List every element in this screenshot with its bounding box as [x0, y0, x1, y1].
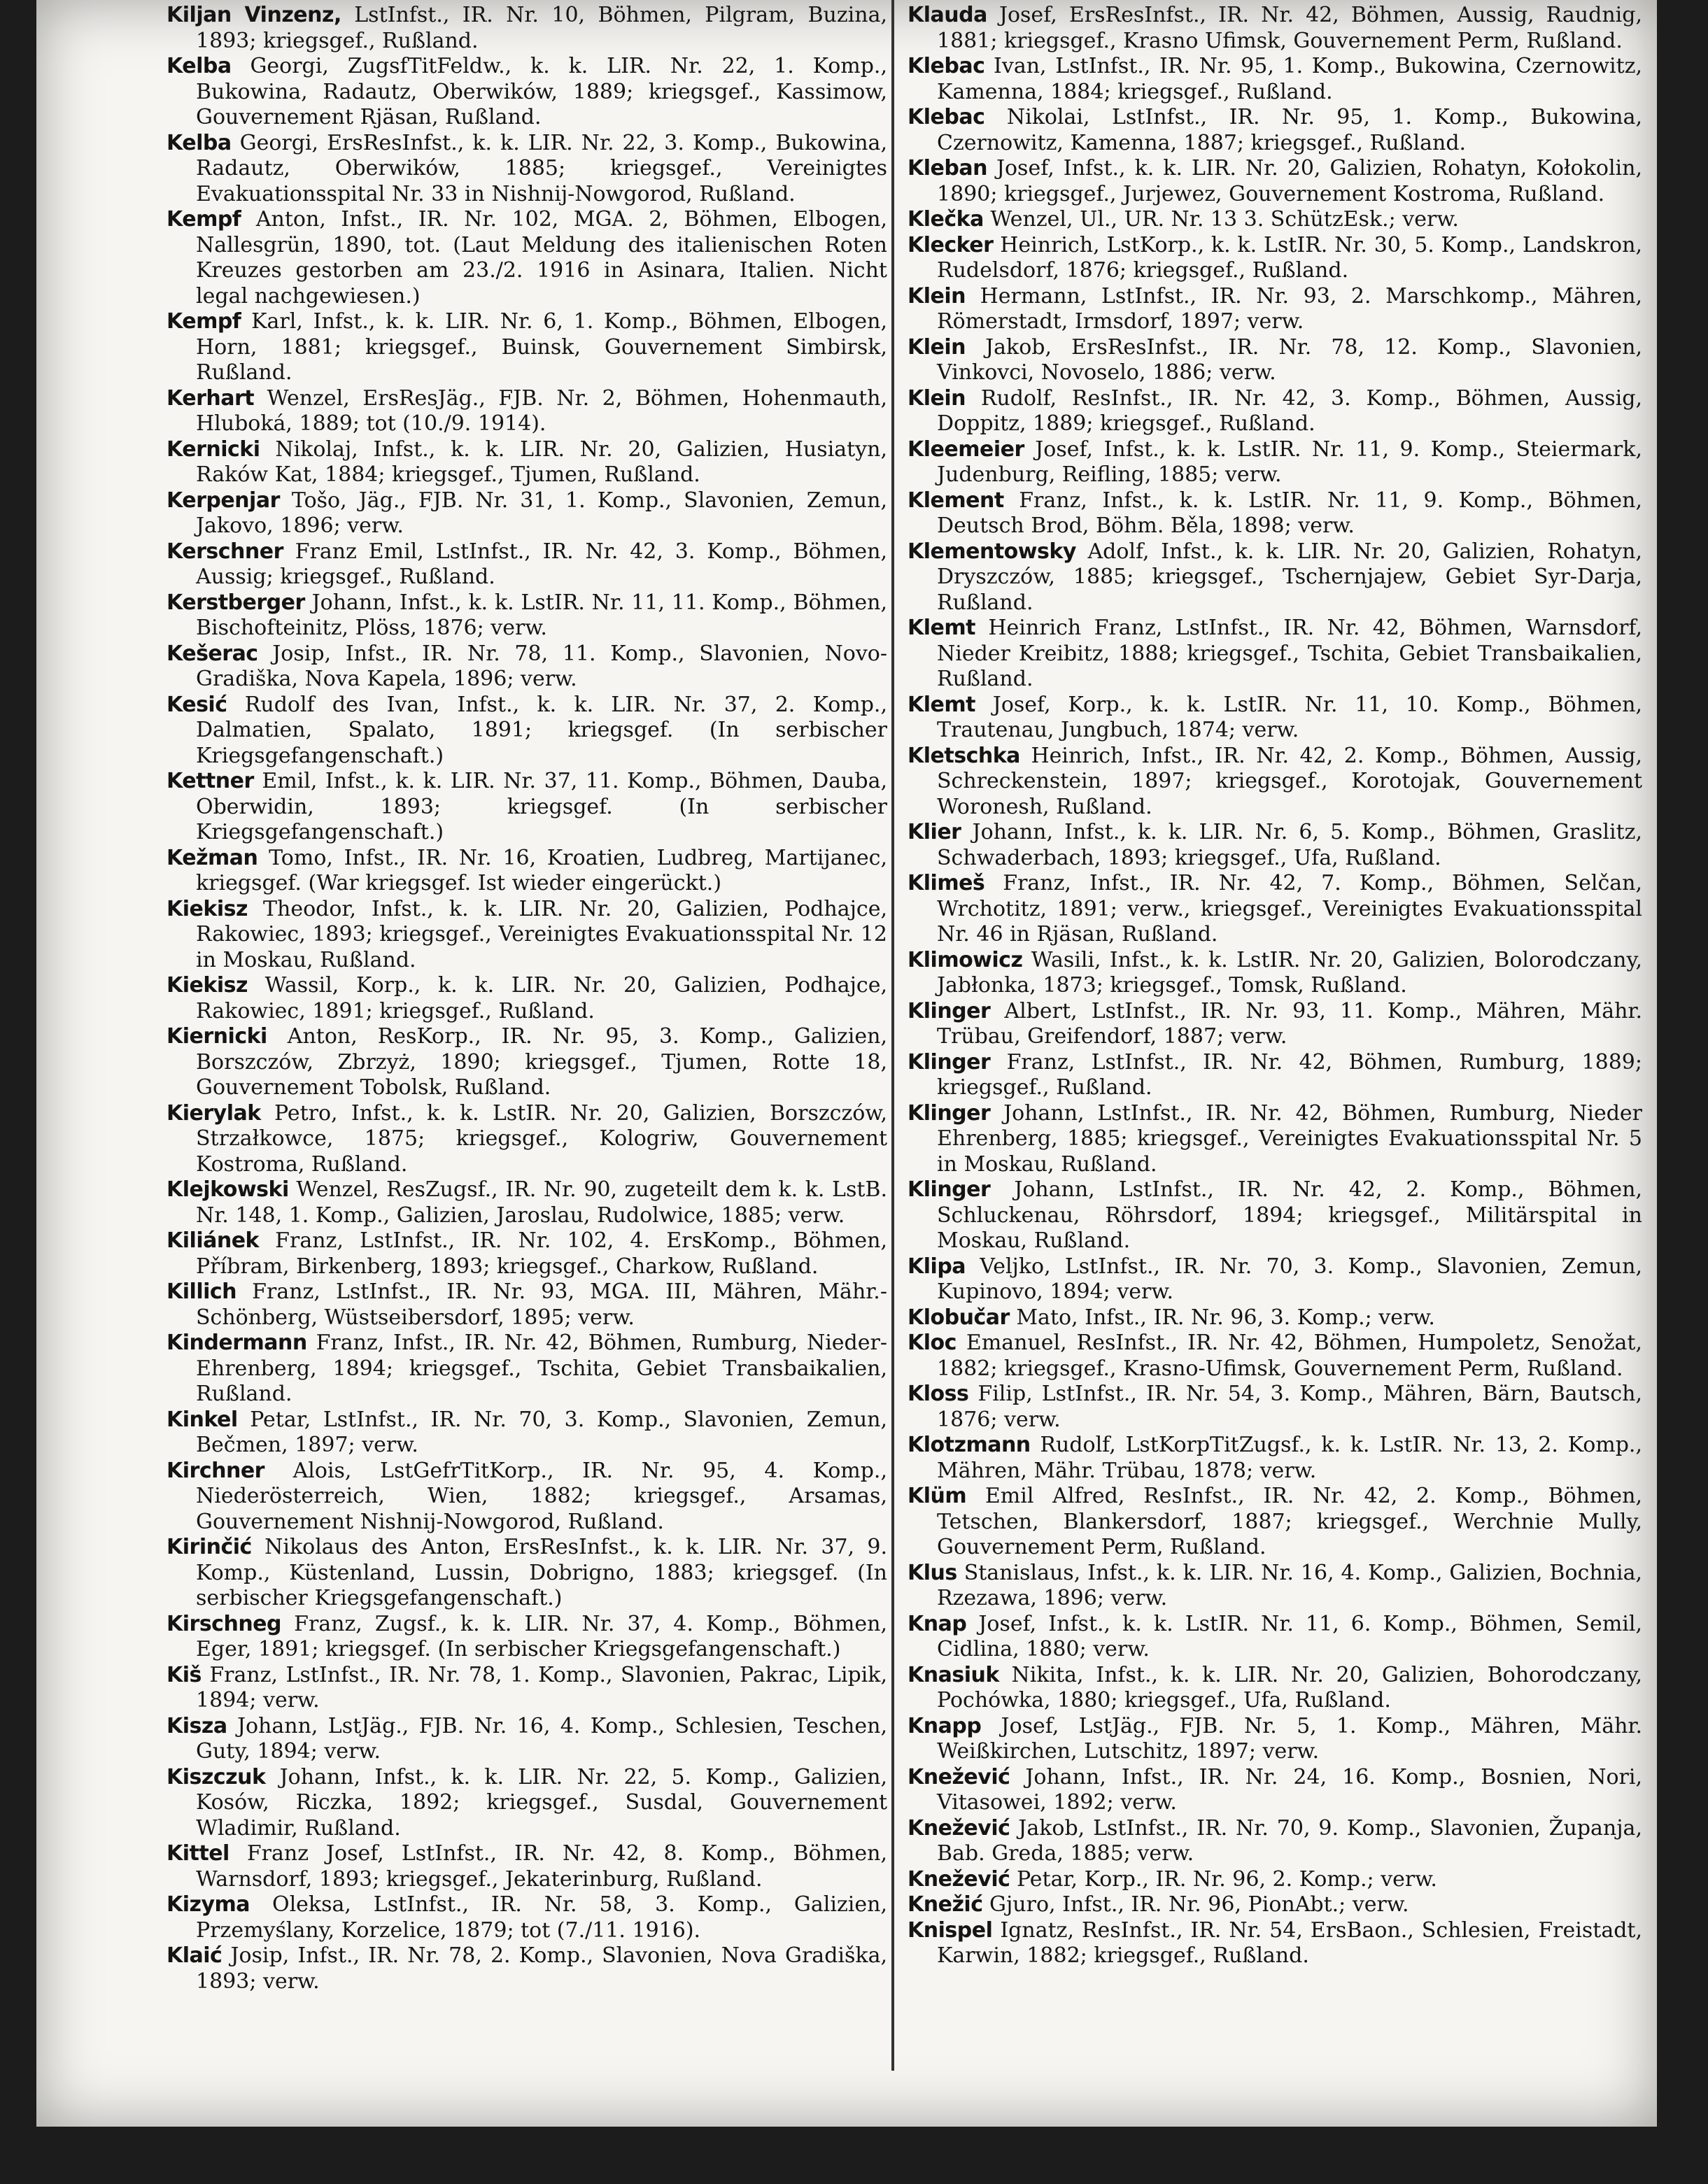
register-entry — [167, 769, 887, 846]
entry-surname: Kempf — [167, 207, 241, 232]
register-entry — [167, 846, 887, 897]
entry-surname: Kerschner — [167, 539, 283, 564]
entry-surname: Klaić — [167, 1943, 223, 1968]
entry-surname: Kizyma — [167, 1892, 250, 1917]
entry-details: Jakob, LstInfst., IR. Nr. 70, 9. Komp., Slavonien, Županja, Bab. Greda, 1885; verw. — [937, 1815, 1642, 1866]
entry-details: Franz, Infst., k. k. LstIR. Nr. 11, 9. Komp., Böhmen, Deutsch Brod, Böhm. Běla, 1898; verw. — [937, 488, 1642, 538]
register-entry — [167, 1177, 887, 1228]
entry-details: Albert, LstInfst., IR. Nr. 93, 11. Komp., Mähren, Mähr. Trübau, Greifendorf, 1887; verw. — [937, 998, 1642, 1049]
entry-surname: Knežević — [908, 1764, 1010, 1789]
entry-details: Josip, Infst., IR. Nr. 78, 11. Komp., Slavonien, Novo-Gradiška, Nova Kapela, 1896; verw. — [196, 641, 887, 691]
entry-details: Wasili, Infst., k. k. LstIR. Nr. 20, Galizien, Bolorodczany, Jabłonka, 1873; kriegsgef., Tomsk, Rußland. — [937, 947, 1642, 998]
register-entry — [908, 1050, 1642, 1101]
entry-details: Emil Alfred, ResInfst., IR. Nr. 42, 2. Komp., Böhmen, Tetschen, Blankersdorf, 1887; kriegsgef., Werchnie Mully, Gouvernement Perm, Rußland. — [937, 1484, 1642, 1559]
entry-details: Heinrich, Infst., IR. Nr. 42, 2. Komp., Böhmen, Aussig, Schreckenstein, 1897; kriegsgef., Korotojak, Gouvernement Woronesh, Rußland. — [937, 743, 1642, 819]
entry-details: Rudolf des Ivan, Infst., k. k. LIR. Nr. 37, 2. Komp., Dalmatien, Spalato, 1891; kriegsgef. (In serbischer Kriegsgefangenschaft.) — [196, 692, 887, 768]
entry-surname: Klebac — [908, 105, 985, 129]
register-entry — [908, 999, 1642, 1050]
entry-surname: Knasiuk — [908, 1662, 999, 1687]
register-entry — [167, 1535, 887, 1612]
entry-surname: Kisza — [167, 1713, 227, 1738]
register-entry — [167, 1714, 887, 1765]
entry-surname: Kesić — [167, 692, 227, 717]
register-entry — [908, 693, 1642, 744]
register-entry — [167, 1279, 887, 1331]
entry-details: Josef, Infst., k. k. LIR. Nr. 20, Galizien, Rohatyn, Kołokolin, 1890; kriegsgef., Jurjewez, Gouvernement Kostroma, Rußland. — [937, 156, 1642, 206]
entry-surname: Knežević — [908, 1866, 1010, 1892]
entry-details: Stanislaus, Infst., k. k. LIR. Nr. 16, 4. Komp., Galizien, Bochnia, Rzezawa, 1896; verw. — [937, 1560, 1642, 1610]
entry-details: Franz, LstInfst., IR. Nr. 78, 1. Komp., Slavonien, Pakrac, Lipik, 1894; verw. — [196, 1662, 887, 1713]
entry-surname: Kiljan Vinzenz, — [167, 3, 341, 27]
register-entry — [908, 539, 1642, 616]
entry-surname: Kežman — [167, 845, 258, 870]
register-entry — [167, 1663, 887, 1714]
entry-details: Rudolf, ResInfst., IR. Nr. 42, 3. Komp., Böhmen, Aussig, Doppitz, 1889; kriegsgef., Rußland. — [937, 385, 1642, 436]
register-entry — [908, 1867, 1642, 1893]
column-divider — [891, 0, 894, 2071]
entry-surname: Klotzmann — [908, 1433, 1031, 1457]
register-entry — [167, 309, 887, 386]
entry-details: LstInfst., IR. Nr. 10, Böhmen, Pilgram, Buzina, 1893; kriegsgef., Rußland. — [196, 3, 887, 53]
entry-surname: Kirschneg — [167, 1611, 282, 1636]
entry-surname: Klinger — [908, 1049, 991, 1075]
entry-surname: Klimeš — [908, 871, 985, 895]
register-entry — [908, 3, 1642, 54]
entry-surname: Klobučar — [908, 1305, 1010, 1330]
entry-details: Nikita, Infst., k. k. LIR. Nr. 20, Galizien, Bohorodczany, Pochówka, 1880; kriegsgef., Ufa, Rußland. — [937, 1662, 1642, 1713]
entry-details: Ivan, LstInfst., IR. Nr. 95, 1. Komp., Bukowina, Czernowitz, Kamenna, 1884; kriegsgef., Rußland. — [937, 54, 1642, 104]
entry-surname: Kiszczuk — [167, 1764, 266, 1789]
entry-details: Anton, Infst., IR. Nr. 102, MGA. 2, Böhmen, Elbogen, Nallesgrün, 1890, tot. (Laut Meldung des italienischen Roten Kreuzes gestorben am 23./2. 1916 in Asinara, Italien. Nicht legal nachgewiesen.) — [196, 207, 887, 309]
register-entry — [908, 1305, 1642, 1331]
entry-details: Franz, LstInfst., IR. Nr. 93, MGA. III, Mähren, Mähr.-Schönberg, Wüstseibersdorf, 1895; verw. — [196, 1279, 887, 1330]
entry-details: Johann, LstJäg., FJB. Nr. 16, 4. Komp., Schlesien, Teschen, Guty, 1894; verw. — [196, 1713, 887, 1764]
entry-surname: Kempf — [167, 309, 241, 334]
entry-details: Johann, LstInfst., IR. Nr. 42, 2. Komp., Böhmen, Schluckenau, Röhrsdorf, 1894; kriegsgef., Militärspital in Moskau, Rußland. — [937, 1177, 1642, 1253]
entry-surname: Klier — [908, 820, 961, 844]
register-entry — [167, 1228, 887, 1279]
entry-surname: Kiš — [167, 1662, 202, 1687]
entry-details: Wenzel, Ul., UR. Nr. 13 3. SchützEsk.; verw. — [990, 207, 1459, 232]
entry-details: Petar, Korp., IR. Nr. 96, 2. Komp.; verw. — [1016, 1866, 1437, 1892]
register-entry — [908, 437, 1642, 488]
entry-details: Georgi, ZugsfTitFeldw., k. k. LIR. Nr. 22, 1. Komp., Bukowina, Radautz, Oberwików, 1889; kriegsgef., Kassimow, Gouvernement Rjäsan, Rußland. — [196, 54, 887, 129]
entry-details: Ignatz, ResInfst., IR. Nr. 54, ErsBaon., Schlesien, Freistadt, Karwin, 1882; kriegsgef., Rußland. — [937, 1917, 1643, 1968]
register-entry — [167, 1459, 887, 1536]
register-entry — [908, 54, 1642, 105]
register-entry — [908, 1918, 1642, 1969]
register-entry — [908, 948, 1642, 999]
register-entry — [908, 488, 1642, 539]
register-entry — [908, 1382, 1642, 1433]
register-entry — [167, 386, 887, 437]
entry-surname: Kindermann — [167, 1331, 307, 1355]
register-entry — [908, 1892, 1642, 1918]
entry-surname: Kirchner — [167, 1458, 264, 1483]
register-entry — [908, 284, 1642, 335]
entry-details: Georgi, ErsResInfst., k. k. LIR. Nr. 22, 3. Komp., Bukowina, Radautz, Oberwików, 1885; kriegsgef., Vereinigtes Evakuationsspital Nr. 33 in Nishnij-Nowgorod, Rußland. — [196, 130, 887, 206]
register-entry — [908, 1177, 1642, 1254]
entry-surname: Kittel — [167, 1841, 230, 1866]
entry-surname: Knapp — [908, 1713, 982, 1738]
entry-details: Franz, Infst., IR. Nr. 42, Böhmen, Rumburg, Nieder-Ehrenberg, 1894; kriegsgef., Tschita, Gebiet Transbaikalien, Rußland. — [196, 1331, 887, 1406]
entry-surname: Klimowicz — [908, 947, 1023, 972]
entry-details: Oleksa, LstInfst., IR. Nr. 58, 3. Komp., Galizien, Przemyślany, Korzelice, 1879; tot (7./11. 1916). — [196, 1892, 887, 1943]
entry-details: Emanuel, ResInfst., IR. Nr. 42, Böhmen, Humpoletz, Senožat, 1882; kriegsgef., Krasno-Ufimsk, Gouvernement Perm, Rußland. — [937, 1331, 1642, 1381]
register-entry — [908, 871, 1642, 948]
register-entry — [908, 820, 1642, 871]
entry-surname: Kloss — [908, 1382, 969, 1406]
entry-details: Wenzel, ResZugsf., IR. Nr. 90, zugeteilt dem k. k. LstB. Nr. 148, 1. Komp., Galizien, Jaroslau, Rudolwice, 1885; verw. — [196, 1177, 887, 1228]
entry-details: Johann, Infst., IR. Nr. 24, 16. Komp., Bosnien, Nori, Vitasowei, 1892; verw. — [937, 1764, 1642, 1815]
entry-surname: Kinkel — [167, 1407, 238, 1432]
entry-surname: Klemt — [908, 616, 975, 640]
register-entry — [908, 233, 1642, 284]
entry-details: Rudolf, LstKorpTitZugsf., k. k. LstIR. Nr. 13, 2. Komp., Mähren, Mähr. Trübau, 1878; verw. — [937, 1433, 1642, 1483]
entry-surname: Kierylak — [167, 1100, 261, 1126]
entry-surname: Kerpenjar — [167, 488, 280, 513]
entry-details: Veljko, LstInfst., IR. Nr. 70, 3. Komp., Slavonien, Zemun, Kupinovo, 1894; verw. — [937, 1254, 1642, 1304]
entry-surname: Klebac — [908, 54, 985, 78]
entry-surname: Knežić — [908, 1892, 983, 1917]
entry-surname: Kernicki — [167, 437, 260, 462]
register-entry — [908, 616, 1642, 693]
entry-details: Petro, Infst., k. k. LstIR. Nr. 20, Galizien, Borszczów, Strzałkowce, 1875; kriegsgef., Kologriw, Gouvernement Kostroma, Rußland. — [196, 1100, 887, 1177]
entry-details: Franz, LstInfst., IR. Nr. 102, 4. ErsKomp., Böhmen, Příbram, Birkenberg, 1893; kriegsgef., Charkow, Rußland. — [196, 1228, 887, 1279]
register-entry — [167, 1892, 887, 1943]
register-entry — [167, 973, 887, 1024]
entry-details: Franz Josef, LstInfst., IR. Nr. 42, 8. Komp., Böhmen, Warnsdorf, 1893; kriegsgef., Jekaterinburg, Rußland. — [196, 1841, 887, 1892]
entry-surname: Klinger — [908, 1177, 991, 1202]
register-entry — [167, 54, 887, 131]
entry-details: Nikolaus des Anton, ErsResInfst., k. k. LIR. Nr. 37, 9. Komp., Küstenland, Lussin, Dobrigno, 1883; kriegsgef. (In serbischer Kriegsgefangenschaft.) — [196, 1535, 887, 1610]
register-entry — [908, 1663, 1642, 1714]
entry-surname: Kettner — [167, 769, 254, 793]
register-entry — [908, 1816, 1642, 1867]
entry-surname: Klinger — [908, 998, 991, 1023]
entry-details: Franz, LstInfst., IR. Nr. 42, Böhmen, Rumburg, 1889; kriegsgef., Rußland. — [937, 1049, 1642, 1100]
register-entry — [167, 3, 887, 54]
register-entry — [167, 1612, 887, 1663]
register-entry — [167, 641, 887, 693]
entry-surname: Klejkowski — [167, 1177, 289, 1202]
entry-details: Franz, Zugsf., k. k. LIR. Nr. 37, 4. Komp., Böhmen, Eger, 1891; kriegsgef. (In serbischer Kriegsgefangenschaft.) — [196, 1611, 887, 1661]
entry-surname: Klus — [908, 1560, 957, 1585]
entry-surname: Kešerac — [167, 641, 258, 666]
register-entry — [908, 1101, 1642, 1178]
entry-details: Tomo, Infst., IR. Nr. 16, Kroatien, Ludbreg, Martijanec, kriegsgef. (War kriegsgef. Ist wieder eingerückt.) — [196, 845, 887, 895]
entry-surname: Klečka — [908, 207, 984, 232]
entry-details: Theodor, Infst., k. k. LIR. Nr. 20, Galizien, Podhajce, Rakowiec, 1893; kriegsgef., Vereinigtes Evakuationsspital Nr. 12 in Moskau, Rußland. — [196, 896, 887, 972]
register-entry — [167, 488, 887, 539]
entry-surname: Klipa — [908, 1254, 966, 1279]
entry-surname: Klein — [908, 385, 966, 411]
entry-details: Anton, ResKorp., IR. Nr. 95, 3. Komp., Galizien, Borszczów, Zbrzyż, 1890; kriegsgef., Tjumen, Rotte 18, Gouvernement Tobolsk, Rußland. — [196, 1024, 887, 1100]
entry-surname: Kletschka — [908, 743, 1020, 768]
entry-details: Josef, LstJäg., FJB. Nr. 5, 1. Komp., Mähren, Mähr. Weißkirchen, Lutschitz, 1897; verw. — [937, 1713, 1642, 1764]
entry-surname: Kiliánek — [167, 1228, 259, 1253]
entry-surname: Klauda — [908, 3, 987, 27]
register-entry — [908, 744, 1642, 821]
entry-details: Adolf, Infst., k. k. LIR. Nr. 20, Galizien, Rohatyn, Dryszczów, 1885; kriegsgef., Tschernjajew, Gebiet Syr-Darja, Rußland. — [937, 539, 1642, 615]
register-entry — [167, 590, 887, 641]
register-entry — [908, 1254, 1642, 1305]
entry-surname: Kleemeier — [908, 437, 1024, 462]
entry-details: Johann, Infst., k. k. LIR. Nr. 6, 5. Komp., Böhmen, Graslitz, Schwaderbach, 1893; kriegsgef., Ufa, Rußland. — [937, 820, 1642, 870]
register-entry — [908, 1714, 1642, 1765]
entry-details: Gjuro, Infst., IR. Nr. 96, PionAbt.; verw. — [989, 1892, 1409, 1917]
register-entry — [167, 1101, 887, 1178]
entry-details: Franz Emil, LstInfst., IR. Nr. 42, 3. Komp., Böhmen, Aussig; kriegsgef., Rußland. — [196, 539, 887, 589]
entry-details: Filip, LstInfst., IR. Nr. 54, 3. Komp., Mähren, Bärn, Bautsch, 1876; verw. — [937, 1382, 1642, 1432]
register-entry — [908, 1765, 1642, 1816]
register-entry — [908, 156, 1642, 207]
left-column — [167, 3, 887, 1994]
register-entry — [167, 1943, 887, 1994]
entry-surname: Klecker — [908, 232, 994, 257]
register-entry — [167, 207, 887, 309]
entry-details: Josef, Infst., k. k. LstIR. Nr. 11, 9. Komp., Steiermark, Judenburg, Reifling, 1885; verw. — [937, 437, 1642, 487]
entry-details: Heinrich Franz, LstInfst., IR. Nr. 42, Böhmen, Warnsdorf, Nieder Kreibitz, 1888; kriegsgef., Tschita, Gebiet Transbaikalien, Rußland. — [937, 616, 1642, 691]
entry-details: Alois, LstGefrTitKorp., IR. Nr. 95, 4. Komp., Niederösterreich, Wien, 1882; kriegsgef., Arsamas, Gouvernement Nishnij-Nowgorod, Rußland. — [196, 1458, 888, 1534]
entry-surname: Killich — [167, 1279, 237, 1304]
register-entry — [167, 1407, 887, 1459]
entry-surname: Kiernicki — [167, 1024, 267, 1049]
entry-surname: Klinger — [908, 1100, 991, 1126]
right-column — [908, 3, 1642, 1969]
entry-surname: Knispel — [908, 1917, 993, 1943]
register-entry — [908, 105, 1642, 156]
register-entry — [908, 1433, 1642, 1484]
register-entry — [908, 386, 1642, 437]
register-entry — [908, 207, 1642, 233]
entry-details: Jakob, ErsResInfst., IR. Nr. 78, 12. Komp., Slavonien, Vinkovci, Novoselo, 1886; verw. — [937, 334, 1642, 385]
register-entry — [908, 1612, 1642, 1663]
entry-surname: Klüm — [908, 1484, 967, 1508]
entry-details: Karl, Infst., k. k. LIR. Nr. 6, 1. Komp., Böhmen, Elbogen, Horn, 1881; kriegsgef., Buinsk, Gouvernement Simbirsk, Rußland. — [196, 309, 887, 385]
entry-surname: Klein — [908, 283, 966, 309]
entry-surname: Knežević — [908, 1815, 1010, 1841]
entry-surname: Kelba — [167, 130, 232, 155]
entry-details: Nikolaj, Infst., k. k. LIR. Nr. 20, Galizien, Husiatyn, Raków Kat, 1884; kriegsgef., Tjumen, Rußland. — [196, 437, 887, 487]
entry-details: Josef, Korp., k. k. LstIR. Nr. 11, 10. Komp., Böhmen, Trautenau, Jungbuch, 1874; verw. — [937, 692, 1642, 742]
register-entry — [167, 693, 887, 770]
entry-surname: Knap — [908, 1611, 967, 1636]
entry-details: Wenzel, ErsResJäg., FJB. Nr. 2, Böhmen, Hohenmauth, Hluboká, 1889; tot (10./9. 1914). — [196, 385, 887, 436]
register-entry — [167, 1024, 887, 1101]
register-entry — [908, 1331, 1642, 1382]
register-entry — [908, 1561, 1642, 1612]
register-entry — [167, 1331, 887, 1407]
entry-details: Johann, Infst., k. k. LIR. Nr. 22, 5. Komp., Galizien, Kosów, Riczka, 1892; kriegsgef., Susdal, Gouvernement Wladimir, Rußland. — [196, 1764, 888, 1841]
entry-surname: Kleban — [908, 156, 987, 180]
entry-surname: Kirinčić — [167, 1535, 252, 1559]
entry-details: Tošo, Jäg., FJB. Nr. 31, 1. Komp., Slavonien, Zemun, Jakovo, 1896; verw. — [196, 488, 887, 538]
register-entry — [908, 1484, 1642, 1561]
entry-surname: Klementowsky — [908, 539, 1076, 564]
entry-details: Josef, ErsResInfst., IR. Nr. 42, Böhmen, Aussig, Raudnig, 1881; kriegsgef., Krasno Ufimsk, Gouvernement Perm, Rußland. — [937, 3, 1642, 53]
entry-surname: Klein — [908, 334, 966, 360]
register-entry — [167, 1765, 887, 1842]
entry-details: Emil, Infst., k. k. LIR. Nr. 37, 11. Komp., Böhmen, Dauba, Oberwidin, 1893; kriegsgef. (In serbischer Kriegsgefangenschaft.) — [196, 769, 888, 844]
entry-details: Heinrich, LstKorp., k. k. LstIR. Nr. 30, 5. Komp., Landskron, Rudelsdorf, 1876; kriegsgef., Rußland. — [937, 232, 1642, 283]
register-entry — [167, 1841, 887, 1892]
entry-details: Mato, Infst., IR. Nr. 96, 3. Komp.; verw. — [1016, 1305, 1435, 1330]
entry-surname: Kloc — [908, 1331, 957, 1355]
entry-surname: Kiekisz — [167, 973, 248, 998]
entry-details: Petar, LstInfst., IR. Nr. 70, 3. Komp., Slavonien, Zemun, Bečmen, 1897; verw. — [196, 1407, 887, 1457]
register-entry — [908, 335, 1642, 386]
register-entry — [167, 897, 887, 974]
register-entry — [167, 131, 887, 208]
entry-details: Wassil, Korp., k. k. LIR. Nr. 20, Galizien, Podhajce, Rakowiec, 1891; kriegsgef., Rußland. — [196, 973, 887, 1023]
entry-details: Nikolai, LstInfst., IR. Nr. 95, 1. Komp., Bukowina, Czernowitz, Kamenna, 1887; kriegsgef., Rußland. — [937, 105, 1642, 155]
register-entry — [167, 539, 887, 590]
entry-surname: Klemt — [908, 692, 975, 717]
entry-surname: Kerhart — [167, 385, 255, 411]
register-entry — [167, 437, 887, 488]
entry-details: Hermann, LstInfst., IR. Nr. 93, 2. Marschkomp., Mähren, Römerstadt, Irmsdorf, 1897; verw. — [937, 283, 1642, 334]
entry-surname: Kiekisz — [167, 896, 248, 921]
document-page — [36, 0, 1657, 2127]
entry-details: Josip, Infst., IR. Nr. 78, 2. Komp., Slavonien, Nova Gradiška, 1893; verw. — [196, 1943, 887, 1994]
entry-surname: Klement — [908, 488, 1004, 513]
entry-details: Johann, Infst., k. k. LstIR. Nr. 11, 11. Komp., Böhmen, Bischofteinitz, Plöss, 1876; verw. — [196, 590, 887, 640]
entry-details: Johann, LstInfst., IR. Nr. 42, Böhmen, Rumburg, Nieder Ehrenberg, 1885; kriegsgef., Vereinigtes Evakuationsspital Nr. 5 in Moskau, Rußland. — [937, 1100, 1642, 1177]
entry-surname: Kelba — [167, 54, 232, 78]
entry-surname: Kerstberger — [167, 590, 305, 615]
entry-details: Josef, Infst., k. k. LstIR. Nr. 11, 6. Komp., Böhmen, Semil, Cidlina, 1880; verw. — [937, 1611, 1642, 1661]
entry-details: Franz, Infst., IR. Nr. 42, 7. Komp., Böhmen, Selčan, Wrchotitz, 1891; verw., kriegsgef., Vereinigtes Evakuationsspital Nr. 46 in Rjäsan, Rußland. — [937, 871, 1642, 946]
